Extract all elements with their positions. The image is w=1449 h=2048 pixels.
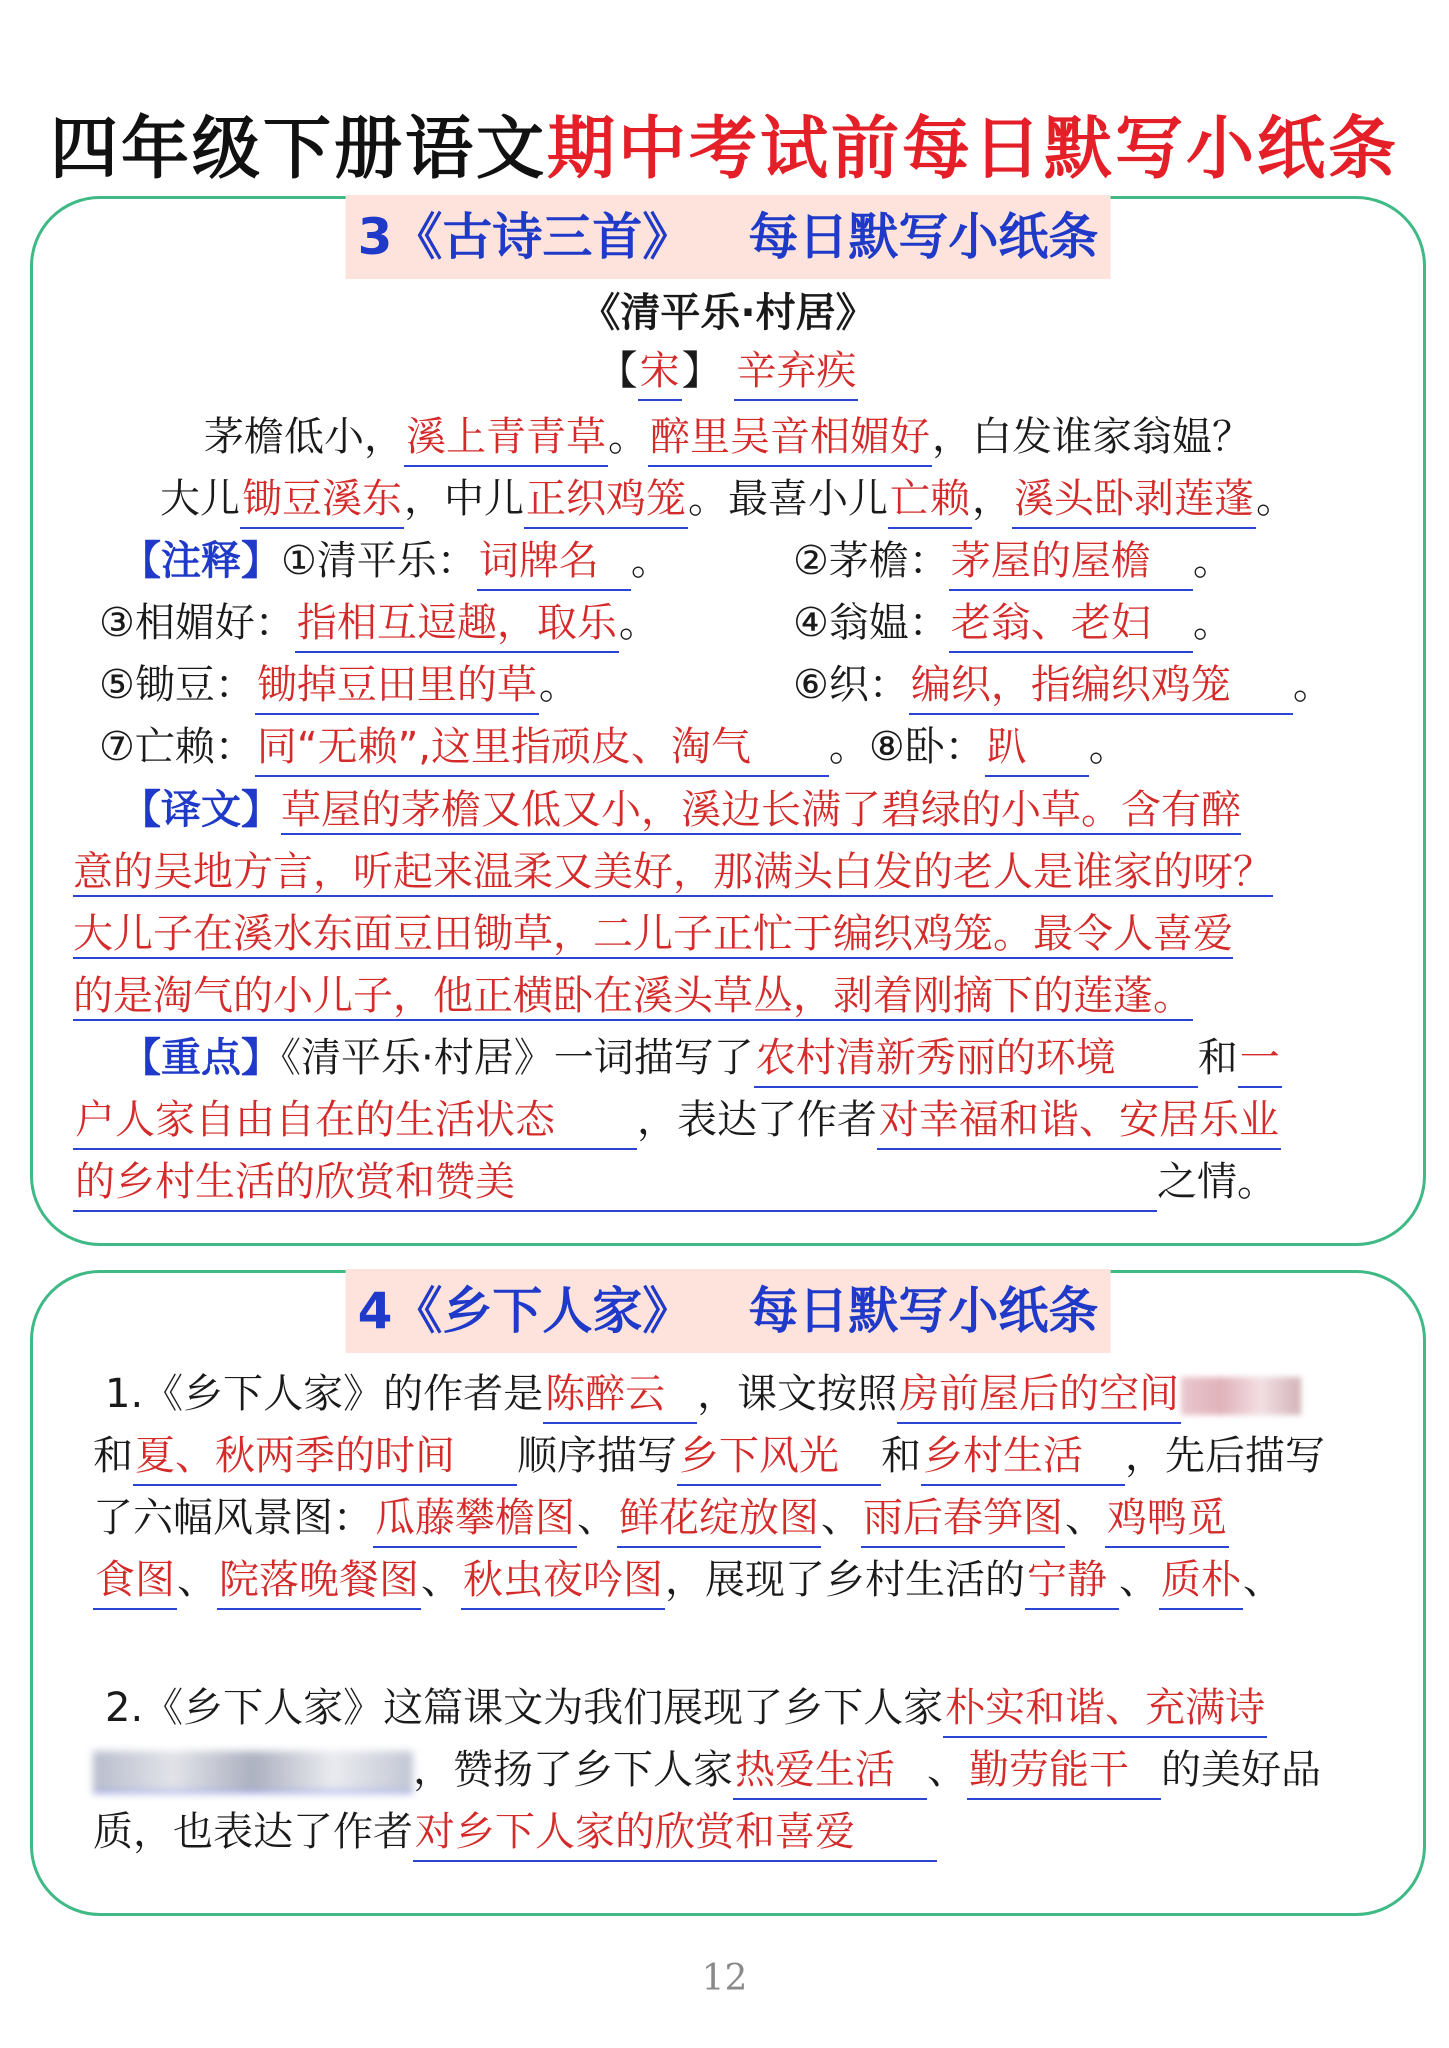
poem-author-line: 【宋】 辛弃疾	[33, 343, 1423, 401]
answer-blank: 醉里吴音相媚好	[648, 409, 932, 467]
translation-block: 【译文】草屋的茅檐又低又小，溪边长满了碧绿的小草。含有醉 意的吴地方言，听起来温柔又美好，那满头白发的老人是谁家的呀？ 大儿子在溪水东面豆田锄草，二儿子正忙于编织鸡笼。最令人喜爱 的是淘气的小儿子，他正横卧在溪头草丛，剥着刚摘下的莲蓬。	[73, 787, 1273, 1019]
answer-blank: 溪上青青草	[404, 409, 608, 467]
poem-line-1: 茅檐低小，溪上青青草。醉里吴音相媚好，白发谁家翁媪？	[33, 409, 1423, 467]
section-card-poems	[30, 196, 1426, 1246]
section1-header-suffix: 每日默写小纸条	[748, 208, 1099, 266]
blurred-text	[93, 1751, 413, 1793]
section1-header	[346, 195, 1111, 279]
question-2: 2.《乡下人家》这篇课文为我们展现了乡下人家朴实和谐、充满诗 ，赞扬了乡下人家热爱生活 、勤劳能干 的美好品 质，也表达了作者对乡下人家的欣赏和喜爱	[93, 1677, 1393, 1863]
section1-header-title: 《古诗三首》	[392, 208, 693, 266]
page-number: 12	[701, 1958, 748, 1999]
author-answer: 辛弃疾	[734, 343, 858, 401]
answer-blank: 亡赖	[888, 471, 972, 529]
note-6: ⑥织：编织，指编织鸡笼 。	[793, 657, 1333, 715]
key-points-block: 【重点】《清平乐·村居》一词描写了农村清新秀丽的环境 和一 户人家自由自在的生活状态 ，表达了作者对幸福和谐、安居乐业 的乡村生活的欣赏和赞美 之情。	[73, 1027, 1393, 1213]
section2-header-title: 《乡下人家》	[392, 1282, 693, 1340]
blurred-text	[1181, 1377, 1301, 1415]
note-1: 【注释】①清平乐：词牌名 。	[121, 533, 671, 591]
answer-blank: 锄豆溪东	[240, 471, 404, 529]
poem-title: 《清平乐·村居》	[580, 290, 876, 336]
section-card-village	[30, 1270, 1426, 1916]
section2-header-suffix: 每日默写小纸条	[748, 1282, 1099, 1340]
title-part1: 四年级下册语文	[49, 110, 547, 189]
translation-label: 【译文】	[121, 787, 281, 833]
notes-label: 【注释】	[121, 538, 281, 584]
note-4: ④翁媪：老翁、老妇 。	[793, 595, 1233, 653]
section2-header	[346, 1269, 1111, 1353]
poem-line-2: 大儿锄豆溪东，中儿正织鸡笼。最喜小儿亡赖，溪头卧剥莲蓬。	[33, 471, 1423, 529]
section2-header-num: 4	[357, 1282, 393, 1340]
answer-blank: 正织鸡笼	[524, 471, 688, 529]
question-1: 1.《乡下人家》的作者是陈醉云 ，课文按照房前屋后的空间 和夏、秋两季的时间 顺序描写乡下风光 和乡村生活 ，先后描写 了六幅风景图：瓜藤攀檐图、鲜花绽放图、雨后春笋图、鸡鸭觅 食图、院落晚餐图、秋虫夜吟图，展现了乡村生活的宁静 、质朴、	[93, 1363, 1393, 1611]
note-3: ③相媚好：指相互逗趣，取乐。	[99, 595, 659, 653]
note-2: ②茅檐：茅屋的屋檐 。	[793, 533, 1233, 591]
title-part2: 期中考试前每日默写小纸条	[547, 110, 1400, 189]
section1-header-num: 3	[357, 208, 393, 266]
dynasty-answer: 宋	[638, 343, 682, 401]
note-7-8: ⑦亡赖：同“无赖”,这里指顽皮、淘气 。⑧卧：趴 。	[99, 719, 1129, 777]
answer-blank: 溪头卧剥莲蓬	[1012, 471, 1256, 529]
note-5: ⑤锄豆：锄掉豆田里的草。	[99, 657, 579, 715]
key-label: 【重点】	[121, 1035, 281, 1081]
page-title	[0, 108, 1449, 192]
